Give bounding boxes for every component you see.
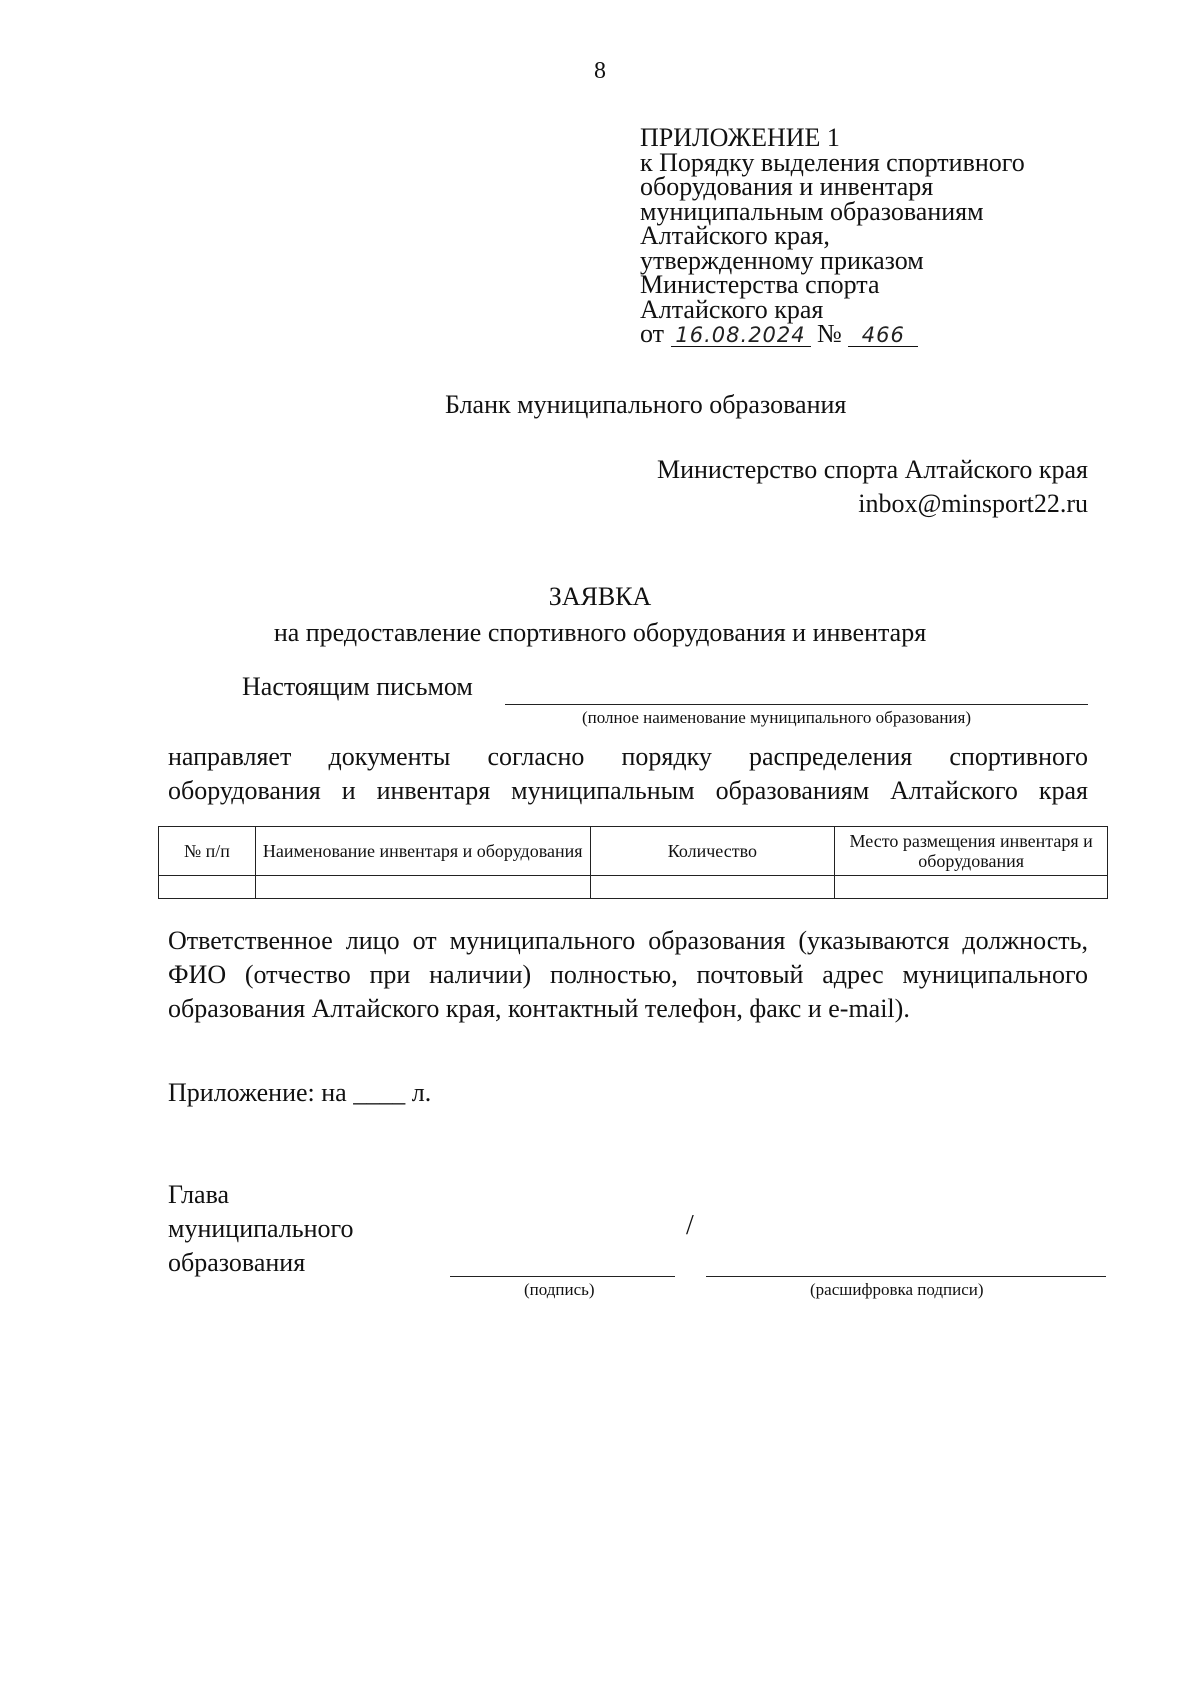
appendix-line: утвержденному приказом (640, 245, 924, 275)
blank-label: Бланк муниципального образования (445, 390, 847, 419)
appendix-line: муниципальным образованиям (640, 196, 984, 226)
table-header-row (159, 827, 1108, 876)
attachment-prefix: Приложение: на (168, 1078, 347, 1107)
signature-decode-hint: (расшифровка подписи) (810, 1280, 984, 1299)
signatory-title (168, 1178, 354, 1280)
page-number: 8 (594, 58, 606, 84)
document-title: ЗАЯВКА (548, 582, 652, 611)
paragraph-responsible: Ответственное лицо от муниципального образования (указываются должность, ФИО (отчество при наличии) полностью, почтовый адрес муниципального образования Алтайского края, контактный телефон, факс и e-mail). (168, 926, 1088, 1023)
date-prefix: от (640, 319, 665, 348)
table-row (159, 876, 1108, 899)
table-cell (590, 876, 835, 899)
number-sign: № (817, 319, 842, 348)
attachment-line (168, 1078, 431, 1108)
signatory-line: образования (168, 1248, 306, 1277)
attachment-suffix: л. (411, 1078, 432, 1107)
equipment-table (158, 826, 1108, 899)
appendix-date-line (640, 319, 1025, 348)
addressee-name: Министерство спорта Алтайского края (656, 455, 1088, 484)
header-name: Наименование инвентаря и оборудования (255, 827, 590, 876)
signature-decode-line (706, 1276, 1106, 1277)
header-location: Место размещения инвентаря и оборудования (835, 827, 1108, 876)
attachment-blank: ____ (353, 1078, 406, 1107)
table-cell (255, 876, 590, 899)
appendix-line: ПРИЛОЖЕНИЕ 1 (640, 123, 840, 152)
paragraph-documents: направляет документы согласно порядку распределения спортивного оборудования и инвентаря муниципальным образованиям Алтайского края (168, 742, 1088, 805)
municipality-hint: (полное наименование муниципального образования) (582, 708, 972, 727)
letter-intro: Настоящим письмом (242, 672, 473, 701)
addressee-email: inbox@minsport22.ru (858, 489, 1088, 518)
appendix-line: к Порядку выделения спортивного (640, 147, 1025, 177)
header-number: № п/п (159, 827, 256, 876)
signature-line (450, 1276, 675, 1277)
signature-hint: (подпись) (524, 1280, 595, 1299)
appendix-line: Алтайского края (640, 294, 824, 324)
signature-slash: / (686, 1210, 694, 1241)
appendix-line: оборудования и инвентаря (640, 172, 934, 201)
signatory-line: Глава (168, 1180, 230, 1209)
handwritten-number: 466 (848, 324, 918, 347)
document-subtitle: на предоставление спортивного оборудования и инвентаря (273, 618, 927, 647)
appendix-block (640, 123, 1025, 348)
addressee-block (657, 453, 1088, 521)
table-cell (835, 876, 1108, 899)
appendix-line: Министерства спорта (640, 270, 880, 299)
header-quantity: Количество (590, 827, 835, 876)
handwritten-date: 16.08.2024 (671, 324, 811, 347)
municipality-name-line (505, 704, 1088, 705)
table-cell (159, 876, 256, 899)
appendix-line: Алтайского края, (640, 221, 830, 250)
signatory-line: муниципального (168, 1214, 354, 1243)
